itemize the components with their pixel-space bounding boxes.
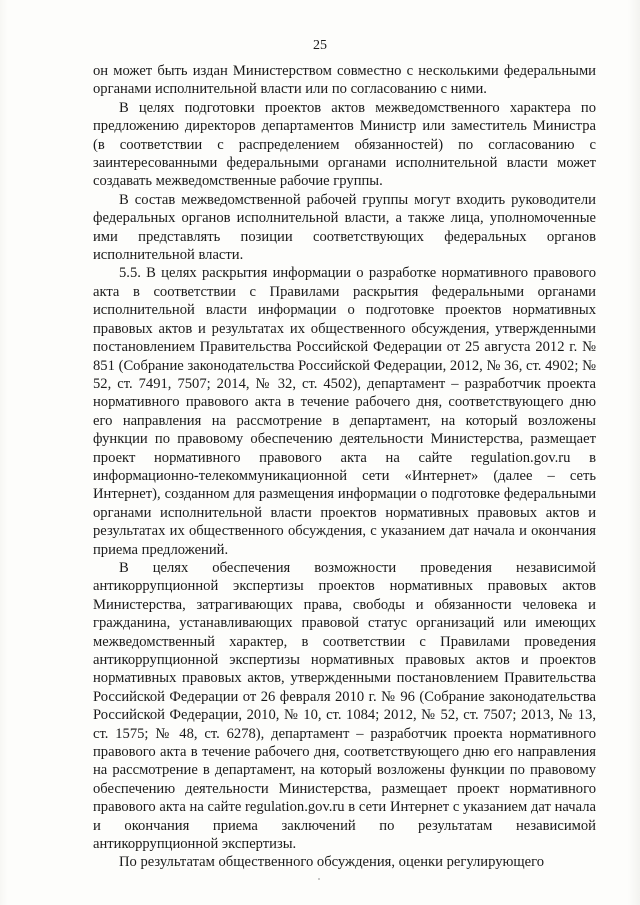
paragraph-working-group-composition: В состав межведомственной рабочей группы могут входить руководители федеральных органов исполнительной власти, а также лица, уполномоченные ими представлять позиции соответствующих федеральных органов исполнительной власти. bbox=[93, 191, 596, 264]
paragraph-5-5-disclosure: 5.5. В целях раскрытия информации о разработке нормативного правового акта в соответствии с Правилами раскрытия федеральными органами исполнительной власти информации о подготовке проектов нормативных правовых актов и результатах их общественного обсуждения, утвержденными постановлением Правительства Российской Федерации от 25 августа 2012 г. № 851 (Собрание законодательства Российской Федерации, 2012, № 36, ст. 4902; № 52, ст. 7491, 7507; 2014, № 32, ст. 4502), департамент – разработчик проекта нормативного правового акта в течение рабочего дня, соответствующего дню его направления на рассмотрение в департамент, на который возложены функции по правовому обеспечению деятельности Министерства, размещает проект нормативного правового акта на сайте regulation.gov.ru в информационно-телекоммуникационной сети «Интернет» (далее – сеть Интернет), созданном для размещения информации о подготовке федеральными органами исполнительной власти проектов нормативных правовых актов и результатах их общественного обсуждения, с указанием дат начала и окончания приема предложений. bbox=[93, 265, 596, 558]
scan-speck bbox=[318, 878, 320, 880]
document-body bbox=[93, 62, 596, 871]
paragraph-anticorruption-expertise: В целях обеспечения возможности проведения независимой антикоррупционной экспертизы проектов нормативных правовых актов Министерства, затрагивающих права, свободы и обязанности человека и гражданина, устанавливающих правовой статус организаций или имеющих межведомственный характер, в соответствии с Правилами проведения антикоррупционной экспертизы нормативных правовых актов и проектов нормативных правовых актов, утвержденными постановлением Правительства Российской Федерации от 26 февраля 2010 г. № 96 (Собрание законодательства Российской Федерации, 2010, № 10, ст. 1084; 2012, № 52, ст. 7507; 2013, № 13, ст. 1575; № 48, ст. 6278), департамент – разработчик проекта нормативного правового акта в течение рабочего дня, соответствующего дню его направления на рассмотрение в департамент, на который возложены функции по правовому обеспечению деятельности Министерства, размещает проект нормативного правового акта на сайте regulation.gov.ru в сети Интернет с указанием дат начала и окончания приема заключений по результатам независимой антикоррупционной экспертизы. bbox=[93, 559, 596, 853]
paragraph-continuation: он может быть издан Министерством совместно с несколькими федеральными органами исполнительной власти или по согласованию с ними. bbox=[93, 63, 596, 98]
page-number: 25 bbox=[313, 38, 327, 53]
paragraph-working-groups: В целях подготовки проектов актов межведомственного характера по предложению директоров департаментов Министр или заместитель Министра (в соответствии с распределением обязанностей) по согласованию с заинтересованными федеральными органами исполнительной власти может создавать межведомственные рабочие группы. bbox=[93, 99, 596, 190]
paragraph-results-start: По результатам общественного обсуждения, оценки регулирующего bbox=[119, 854, 545, 871]
